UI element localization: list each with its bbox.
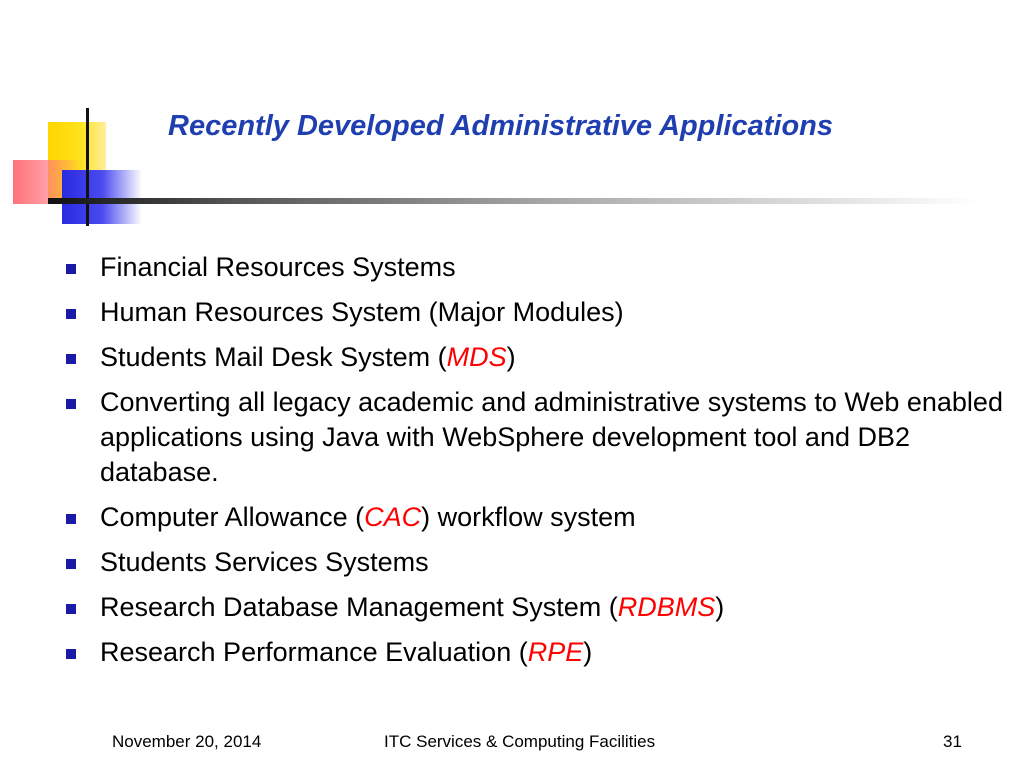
bullet-acronym: CAC — [364, 502, 422, 532]
title-underline — [48, 198, 978, 204]
square-bullet-icon — [66, 264, 76, 274]
square-bullet-icon — [66, 514, 76, 524]
square-bullet-icon — [66, 354, 76, 364]
bullet-text: ) — [583, 637, 593, 667]
bullet-text: ) — [715, 592, 725, 622]
bullet-list — [62, 250, 1007, 680]
bullet-item — [62, 590, 1007, 625]
bullet-text: Research Performance Evaluation ( — [100, 637, 528, 667]
bullet-text: Human Resources System (Major Modules) — [100, 297, 624, 327]
bullet-item — [62, 385, 1007, 490]
square-bullet-icon — [66, 559, 76, 569]
corner-blue-square — [62, 170, 142, 224]
square-bullet-icon — [66, 399, 76, 409]
bullet-acronym: MDS — [446, 342, 507, 372]
bullet-item — [62, 635, 1007, 670]
bullet-text: Students Services Systems — [100, 547, 429, 577]
bullet-text: ) workflow system — [421, 502, 636, 532]
bullet-text: Financial Resources Systems — [100, 252, 456, 282]
bullet-acronym: RPE — [527, 637, 584, 667]
footer-title: ITC Services & Computing Facilities — [384, 732, 656, 751]
footer-date: November 20, 2014 — [112, 732, 262, 751]
corner-vertical-line — [86, 108, 89, 226]
bullet-item — [62, 500, 1007, 535]
bullet-text: Students Mail Desk System ( — [100, 342, 447, 372]
bullet-item — [62, 295, 1007, 330]
square-bullet-icon — [66, 309, 76, 319]
square-bullet-icon — [66, 604, 76, 614]
bullet-item — [62, 250, 1007, 285]
bullet-text: Research Database Management System ( — [100, 592, 618, 622]
bullet-item — [62, 340, 1007, 375]
bullet-text: Converting all legacy academic and administrative systems to Web enabled applications using Java with WebSphere development tool and DB2 database. — [100, 387, 1003, 487]
footer-page-number: 31 — [943, 732, 962, 751]
bullet-item — [62, 545, 1007, 580]
bullet-text: Computer Allowance ( — [100, 502, 365, 532]
bullet-acronym: RDBMS — [617, 592, 716, 622]
slide-title: Recently Developed Administrative Applications — [168, 110, 834, 142]
bullet-text: ) — [506, 342, 516, 372]
square-bullet-icon — [66, 649, 76, 659]
